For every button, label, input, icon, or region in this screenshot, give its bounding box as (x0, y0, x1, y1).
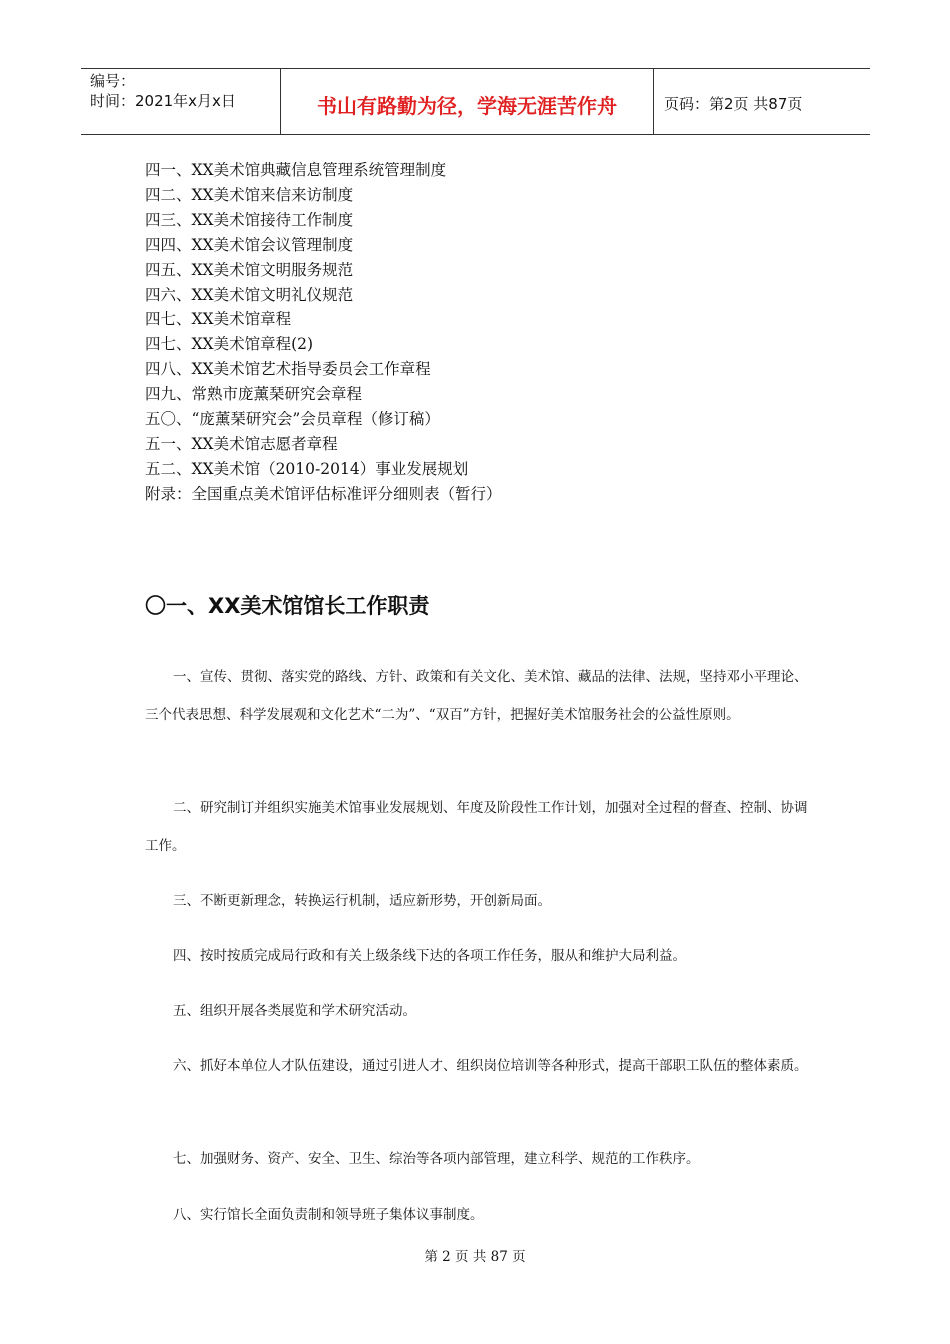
toc-item: 四三、XX美术馆接待工作制度 (145, 210, 354, 229)
header-page-info: 页码：第2页 共87页 (664, 95, 803, 113)
page-footer: 第 2 页 共 87 页 (424, 1249, 526, 1265)
toc-item: 四八、XX美术馆艺术指导委员会工作章程 (145, 360, 431, 379)
duty-paragraph: 六、抓好本单位人才队伍建设，通过引进人才、组织岗位培训等各种形式，提高干部职工队伍的整体素质。 (173, 1058, 808, 1074)
document-number-label: 编号： (90, 72, 136, 90)
toc-item: 附录：全国重点美术馆评估标准评分细则表（暂行） (145, 484, 502, 503)
toc-item: 四一、XX美术馆典藏信息管理系统管理制度 (145, 161, 447, 179)
toc-item: 五〇、“庞薰琹研究会”会员章程（修订稿） (145, 410, 440, 429)
toc-item: 四四、XX美术馆会议管理制度 (145, 235, 354, 254)
duty-paragraph: 二、研究制订并组织实施美术馆事业发展规划、年度及阶段性工作计划，加强对全过程的督查、控制、协调工作。 (145, 800, 808, 854)
table-of-contents (145, 158, 502, 507)
document-date: 时间：2021年x月x日 (90, 92, 236, 110)
toc-item: 五二、XX美术馆（2010-2014）事业发展规划 (145, 459, 469, 478)
duty-paragraph: 一、宣传、贯彻、落实党的路线、方针、政策和有关文化、美术馆、藏品的法律、法规，坚持邓小平理论、三个代表思想、科学发展观和文化艺术“二为”、“双百”方针，把握好美术馆服务社会的公益性原则。 (145, 669, 808, 723)
toc-item: 四六、XX美术馆文明礼仪规范 (145, 285, 354, 304)
toc-item: 四五、XX美术馆文明服务规范 (145, 260, 354, 279)
page-header (81, 68, 870, 135)
duty-paragraph: 八、实行馆长全面负责制和领导班子集体议事制度。 (173, 1207, 484, 1223)
duty-paragraph: 四、按时按质完成局行政和有关上级条线下达的各项工作任务，服从和维护大局利益。 (173, 948, 686, 964)
header-motto: 书山有路勤为径，学海无涯苦作舟 (281, 69, 654, 134)
toc-item: 四九、常熟市庞薰琹研究会章程 (145, 385, 363, 404)
duty-paragraph: 五、组织开展各类展览和学术研究活动。 (173, 1003, 416, 1019)
section-title: 〇一、XX美术馆馆长工作职责 (145, 594, 430, 618)
duty-paragraph: 七、加强财务、资产、安全、卫生、综治等各项内部管理，建立科学、规范的工作秩序。 (173, 1151, 700, 1167)
toc-item: 五一、XX美术馆志愿者章程 (145, 434, 338, 453)
toc-item: 四二、XX美术馆来信来访制度 (145, 185, 354, 204)
toc-item: 四七、XX美术馆章程(2) (145, 335, 314, 354)
toc-item: 四七、XX美术馆章程 (145, 310, 292, 329)
duty-paragraph: 三、不断更新理念，转换运行机制，适应新形势，开创新局面。 (173, 893, 551, 909)
header-meta (81, 69, 281, 134)
